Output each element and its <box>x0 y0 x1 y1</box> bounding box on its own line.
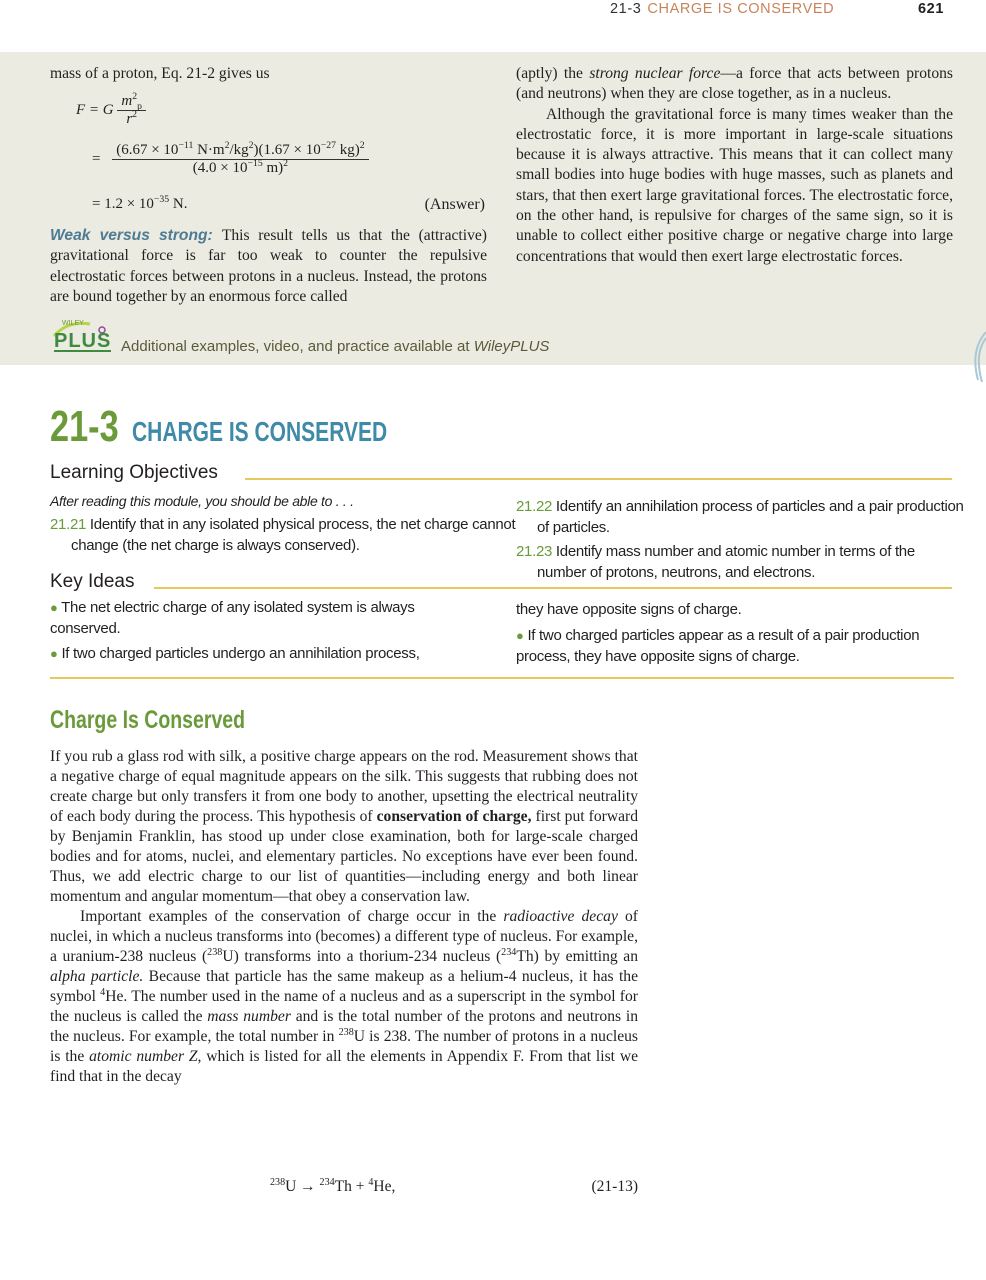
eq-m-sup: 2 <box>132 91 138 103</box>
text-segment: U is 238. The number of protons in a nucleus is the <box>50 1028 638 1065</box>
sample-right-column <box>516 64 953 267</box>
eq-answer-value: = 1.2 × 10 <box>92 196 154 212</box>
objective-text: Identify an annihilation process of particles and a pair production of particles. <box>537 498 964 536</box>
text-segment: This result tells us that the (attractive) gravitational force is far too weak to counter the repulsive electrostatic forces between protons in a nucleus. Instead, the protons are bound together by an enormous force called <box>50 227 487 305</box>
eq-he-mass-number: 4 <box>368 1176 374 1188</box>
eq-exp: −27 <box>320 140 336 152</box>
eq-exp: 2 <box>224 140 230 152</box>
body-heading: Charge Is Conserved <box>50 706 246 734</box>
objectives-rule <box>245 478 952 480</box>
conservation-paragraph <box>50 747 638 907</box>
equation-substitution <box>92 142 369 177</box>
eq-th-mass-number: 234 <box>319 1176 335 1188</box>
eq-num: kg) <box>335 142 360 158</box>
eq-answer-unit: N. <box>169 196 188 212</box>
text-segment: and is the total number of the protons and neutrons in the nucleus. For example, the total number in <box>50 1008 638 1045</box>
eq-exp: −35 <box>153 194 170 206</box>
objective-21-22 <box>516 497 974 538</box>
objective-number: 21.22 <box>516 498 553 515</box>
objective-number: 21.21 <box>50 516 87 533</box>
eq-lhs: F = G <box>76 101 114 118</box>
eq-sign: = <box>92 151 101 167</box>
key-ideas-rule <box>154 587 952 589</box>
bullet-icon: ● <box>516 628 524 643</box>
module-number: 21-3 <box>50 402 119 451</box>
equation-21-13 <box>270 1178 638 1196</box>
objective-21-21 <box>50 515 516 556</box>
eq-uranium: U <box>285 1178 297 1195</box>
gravitational-force-paragraph <box>516 105 953 267</box>
equation-number: (21-13) <box>591 1178 638 1195</box>
eq-helium: He, <box>373 1178 396 1195</box>
text-segment: 4 <box>100 986 106 998</box>
run-in-heading: Weak versus strong: <box>50 227 222 244</box>
eq-num: N·m <box>193 142 225 158</box>
running-header <box>610 1 944 17</box>
module-title: CHARGE IS CONSERVED <box>132 416 388 447</box>
body-text <box>50 747 638 1087</box>
text-segment: (aptly) the <box>516 65 590 82</box>
text-segment: —a force that acts between protons (and neutrons) when they are close together, as in a nucleus. <box>516 65 953 103</box>
text-segment: 238 <box>338 1026 354 1038</box>
eq-u-mass-number: 238 <box>270 1176 286 1188</box>
eq-thorium: Th <box>334 1178 352 1195</box>
text-segment: radioactive decay <box>503 908 618 925</box>
sample-intro: mass of a proton, Eq. 21-2 gives us <box>50 65 270 82</box>
text-segment: mass number <box>207 1008 291 1025</box>
eq-exp: −15 <box>247 158 263 170</box>
text-segment: which is listed for all the elements in Appendix F. From that list we find that in the decay <box>50 1048 639 1085</box>
text-segment: If you rub a glass rod with silk, a positive charge appears on the rod. Measurement shows that a negative charge of equal magnitude appears on the silk. This suggests that rubbing does not create charge but only transfers it from one body to another, upsetting the electrical neutrality of each body during the process. This hypothesis of <box>50 748 638 825</box>
eq-r: r <box>126 111 133 127</box>
eq-exp: −11 <box>178 140 194 152</box>
header-section-title: CHARGE IS CONSERVED <box>647 1 835 17</box>
eq-den: (4.0 × 10 <box>192 160 248 176</box>
wileyplus-note <box>121 338 549 355</box>
key-idea-1 <box>50 598 470 639</box>
plus-logo-text: PLUS <box>54 330 112 352</box>
objectives-intro: After reading this module, you should be able to . . . <box>50 493 354 509</box>
wileyplus-text: Additional examples, video, and practice available at <box>121 338 474 355</box>
text-segment: 238 <box>207 946 223 958</box>
answer-label: (Answer) <box>424 196 485 213</box>
radioactive-decay-paragraph <box>50 907 638 1087</box>
text-segment: 234 <box>501 946 517 958</box>
text-segment: He. The number used in the name of a nucleus and as a superscript in the symbol for the nucleus is called the <box>50 988 638 1025</box>
key-idea-2-continued: they have opposite signs of charge. <box>516 601 742 618</box>
text-segment: Because that particle has the same makeup as a helium-4 nucleus, it has the symbol <box>50 968 638 1005</box>
key-idea-text: If two charged particles appear as a result of a pair production process, they have opposite signs of charge. <box>516 627 920 665</box>
eq-exp: 2 <box>248 140 254 152</box>
decorative-swirl-icon <box>968 330 986 386</box>
eq-den: m) <box>262 160 284 176</box>
text-segment: Although the gravitational force is many times weaker than the electrostatic force, it is more important in large-scale situations because it is always attractive. This means that it can collect many small bodies into huge bodies with huge masses, such as planets and stars, that then exert large gravitational forces. The electrostatic force, on the other hand, is repulsive for charges of the same sign, so it is unable to collect either positive charge or negative charge into large concentrations that would then exert large electrostatic forces. <box>516 105 953 265</box>
objective-21-23 <box>516 542 967 583</box>
text-segment: conservation of charge, <box>376 808 532 825</box>
bullet-icon: ● <box>50 646 58 661</box>
header-section-number: 21-3 <box>610 1 642 17</box>
objective-text: Identify mass number and atomic number in terms of the number of protons, neutrons, and electrons. <box>537 543 915 581</box>
eq-m: m <box>121 93 133 109</box>
eq-exp: 2 <box>283 158 289 170</box>
objective-number: 21.23 <box>516 543 553 560</box>
weak-versus-strong-paragraph <box>50 226 487 307</box>
text-segment: Th) by emitting an <box>516 948 638 965</box>
key-idea-2 <box>50 644 490 665</box>
bullet-icon: ● <box>50 600 58 615</box>
eq-m-sub: p <box>137 101 142 112</box>
text-segment: U) transforms into a thorium-234 nucleus ( <box>222 948 502 965</box>
wileyplus-link[interactable]: WileyPLUS <box>473 338 550 355</box>
eq-num: (6.67 × 10 <box>116 142 179 158</box>
key-ideas-heading: Key Ideas <box>50 571 135 592</box>
text-segment: atomic number Z, <box>89 1048 202 1065</box>
equation-answer <box>92 196 487 213</box>
objective-text: Identify that in any isolated physical process, the net charge cannot change (the net charge is always conserved). <box>71 516 516 554</box>
strong-force-paragraph <box>516 64 953 105</box>
wiley-logo-text: WILEY <box>62 320 84 327</box>
eq-num: )(1.67 × 10 <box>253 142 321 158</box>
charge-is-conserved-heading <box>50 706 300 735</box>
module-heading <box>50 402 472 452</box>
equation-gravity-formula <box>76 93 146 128</box>
eq-r-sup: 2 <box>132 109 138 121</box>
wileyplus-logo <box>50 318 116 358</box>
text-segment: alpha particle. <box>50 968 144 985</box>
key-idea-text: The net electric charge of any isolated system is always conserved. <box>50 599 415 637</box>
text-segment: strong nuclear force <box>589 65 721 82</box>
page-number: 621 <box>918 1 944 17</box>
key-idea-3 <box>516 626 953 667</box>
text-segment: Important examples of the conservation of charge occur in the <box>80 908 504 925</box>
eq-plus: + <box>351 1178 369 1195</box>
eq-num: /kg <box>229 142 249 158</box>
arrow-icon: → <box>296 1178 320 1195</box>
learning-objectives-heading: Learning Objectives <box>50 462 218 483</box>
eq-exp: 2 <box>359 140 365 152</box>
text-segment: of nuclei, in which a nucleus transforms into (becomes) a different type of nucleus. For example, a uranium-238 nucleus ( <box>50 908 638 965</box>
key-idea-text: If two charged particles undergo an annihilation process, <box>61 645 420 662</box>
text-segment: first put forward by Benjamin Franklin, has stood up under close examination, both for large-scale charged bodies and for atoms, nuclei, and elementary particles. No exceptions have ever been found. Thus, we add electric charge to our list of quantities—including energy and both linear momentum and angular momentum—that obey a conservation law. <box>50 808 639 905</box>
key-ideas-bottom-rule <box>50 677 954 679</box>
